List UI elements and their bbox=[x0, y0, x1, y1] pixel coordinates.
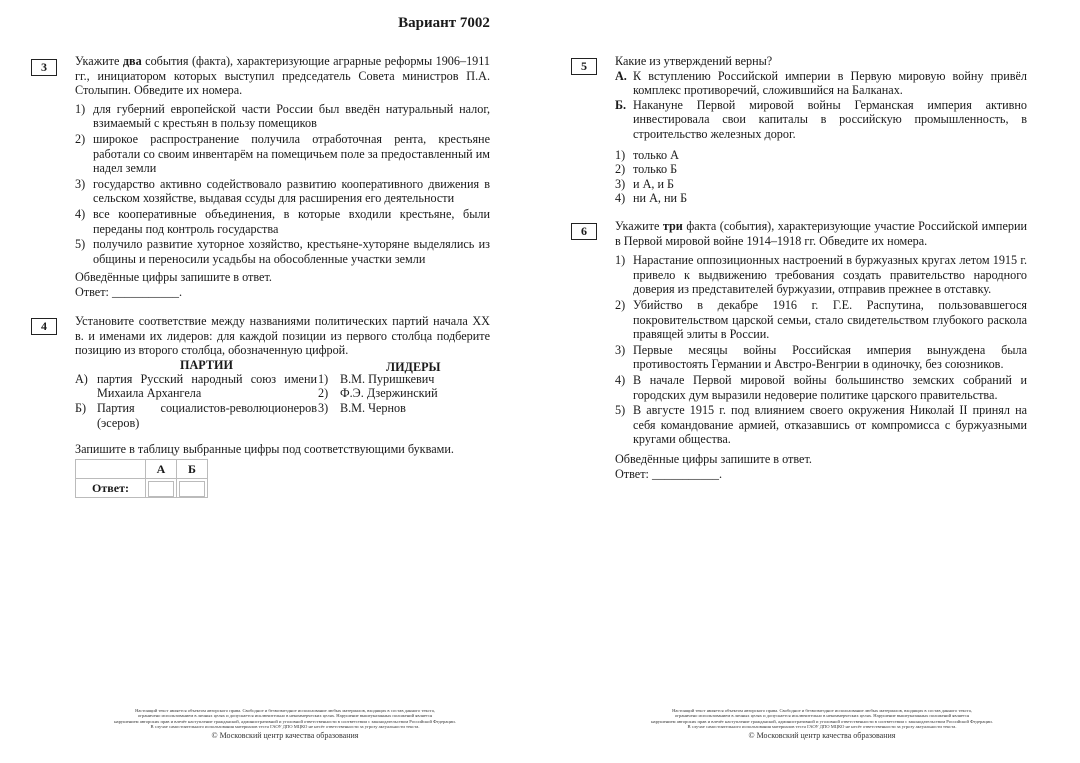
table-corner-cell bbox=[76, 460, 146, 479]
task-number-badge: 5 bbox=[571, 58, 597, 75]
page-title: Вариант 7002 bbox=[398, 15, 490, 31]
leader-item: 2) Ф.Э. Дзержинский bbox=[318, 386, 438, 401]
option-item[interactable]: 1) Нарастание оппозиционных настроений в буржуазных кругах летом 1915 г. привело к выдвижению требования создать правительство народного доверия из представителей буржуазии, отправив прежнее в отставку. bbox=[615, 253, 1027, 297]
answer-field[interactable]: Ответ: ___________. bbox=[75, 284, 183, 299]
instruction-text: Обведённые цифры запишите в ответ. bbox=[75, 270, 272, 285]
leader-item: 3) В.М. Чернов bbox=[318, 400, 406, 415]
task-number-badge: 6 bbox=[571, 223, 597, 240]
leader-item: 1) В.М. Пуришкевич bbox=[318, 371, 435, 386]
instruction-text: Обведённые цифры запишите в ответ. bbox=[615, 451, 812, 466]
option-item[interactable]: 3) государство активно содействовало развитию кооперативного движения в сельском хозяйстве, выдавая ссуды для расширения его деятельности bbox=[75, 176, 490, 206]
task-number-badge: 3 bbox=[31, 59, 57, 76]
option-item[interactable]: 4) все кооперативные объединения, в которые входили крестьяне, были переданы под контроль государства bbox=[75, 206, 490, 236]
task-4-body bbox=[75, 314, 490, 498]
footer-left bbox=[75, 708, 495, 741]
parties-column bbox=[75, 372, 317, 430]
statement-a: А. К вступлению Российской империи в Первую мировую войну привёл комплекс противоречий, сложившийся на Балканах. bbox=[615, 68, 1027, 98]
option-item[interactable]: 4) В начале Первой мировой войны большинство земских собраний и городских дум выразили недоверие политике царского правительства. bbox=[615, 372, 1027, 402]
option-item[interactable]: 2) только Б bbox=[615, 162, 678, 177]
option-item[interactable]: 3) и А, и Б bbox=[615, 176, 675, 191]
option-item[interactable]: 5) получило развитие хуторное хозяйство, крестьяне-хуторяне выделялись из общины и переносили усадьбы на обособленные участки земли bbox=[75, 237, 490, 266]
statement-b: Б. Накануне Первой мировой войны Германская империя активно инвестировала свои капиталы в российскую промышленность, в строительство железных дорог. bbox=[615, 97, 1027, 141]
option-item[interactable]: 1) только А bbox=[615, 147, 679, 162]
column-a-header: А bbox=[146, 460, 177, 479]
options-list bbox=[615, 253, 1027, 447]
option-item[interactable]: 1) для губерний европейской части России был введён натуральный налог, взимаемый с крестьян в пользу помещиков bbox=[75, 101, 490, 131]
right-column-header: ЛИДЕРЫ bbox=[386, 359, 441, 374]
task-question: Установите соответствие между названиями политических партий начала XX в. и именами их лидеров: для каждой позиции из первого столбца подберите позицию из второго столбца, обозначенную цифрой. bbox=[75, 314, 490, 358]
copyright-notice: Настоящий текст является объектом авторского права. Свободное и безвозмездное использование любых материалов, входящих в состав данного текста, ограничено использованием в личных целях и допускается исключительно в некоммерческих целях. Нарушение вышеуказанных положений является нарушением авторских прав и влечёт наступление гражданской, административной и уголовной ответственности в соответствии с законодательством Российской Федерации. В случае самостоятельного использования материалов теста ГАОУ ДПО МЦКО не несёт ответственности за угрозу актуальности текста. bbox=[114, 708, 456, 730]
task-5-body bbox=[615, 54, 1027, 206]
option-item[interactable]: 2) широкое распространение получила отработочная рента, крестьяне работали со своим инвентарём на помещичьем поле за предоставленный им надел земли bbox=[75, 131, 490, 176]
instruction-text: Запишите в таблицу выбранные цифры под соответствующими буквами. bbox=[75, 441, 454, 456]
column-b-header: Б bbox=[177, 460, 208, 479]
answer-row-label: Ответ: bbox=[76, 479, 146, 498]
task-6-body bbox=[615, 219, 1027, 481]
matching-columns bbox=[75, 358, 490, 440]
task-question: Укажите три факта (события), характеризующие участие Российской империи в Первой мировой войне 1914–1918 гг. Обведите их номера. bbox=[615, 219, 1027, 248]
task-3-body bbox=[75, 54, 490, 300]
task-question: Какие из утверждений верны? bbox=[615, 54, 773, 68]
party-item: А) партия Русский народный союз имени Михаила Архангела bbox=[75, 371, 317, 401]
footer-right bbox=[612, 708, 1032, 741]
copyright-line: © Московский центр качества образования bbox=[211, 730, 359, 740]
left-column-header: ПАРТИИ bbox=[180, 357, 233, 372]
option-item[interactable]: 5) В августе 1915 г. под влиянием своего окружения Николай II принял на себя командование армией, отказавшись от компромисса с буржуазными кругами общества. bbox=[615, 403, 1027, 447]
answer-table bbox=[75, 459, 208, 498]
option-item[interactable]: 4) ни А, ни Б bbox=[615, 191, 688, 206]
task-number-badge: 4 bbox=[31, 318, 57, 335]
copyright-notice: Настоящий текст является объектом авторского права. Свободное и безвозмездное использование любых материалов, входящих в состав данного текста, ограничено использованием в личных целях и допускается исключительно в некоммерческих целях. Нарушение вышеуказанных положений является нарушением авторских прав и влечёт наступление гражданской, административной и уголовной ответственности в соответствии с законодательством Российской Федерации. В случае самостоятельного использования материалов теста ГАОУ ДПО МЦКО не несёт ответственности за угрозу актуальности текста. bbox=[651, 708, 993, 730]
leaders-column bbox=[318, 372, 498, 416]
party-item: Б) Партия социалистов-революционеров (эсеров) bbox=[75, 400, 317, 430]
answer-input-b[interactable] bbox=[179, 481, 205, 497]
option-item[interactable]: 2) Убийство в декабре 1916 г. Г.Е. Распутина, пользовавшегося покровительством царской семьи, стало свидетельством глубокого раскола правящей элиты в России. bbox=[615, 297, 1027, 342]
task-question: Укажите два события (факта), характеризующие аграрные реформы 1906–1911 гг., инициатором которых выступил председатель Совета министров П.А. Столыпин. Обведите их номера. bbox=[75, 54, 490, 98]
answer-field[interactable]: Ответ: ___________. bbox=[615, 466, 723, 481]
answer-input-a[interactable] bbox=[148, 481, 174, 497]
option-item[interactable]: 3) Первые месяцы войны Российская империя вынуждена была противостоять Германии и Австро-Венгрии в одиночку, без союзников. bbox=[615, 342, 1027, 372]
copyright-line: © Московский центр качества образования bbox=[748, 730, 896, 740]
options-list bbox=[75, 102, 490, 267]
options-list bbox=[615, 148, 1027, 206]
